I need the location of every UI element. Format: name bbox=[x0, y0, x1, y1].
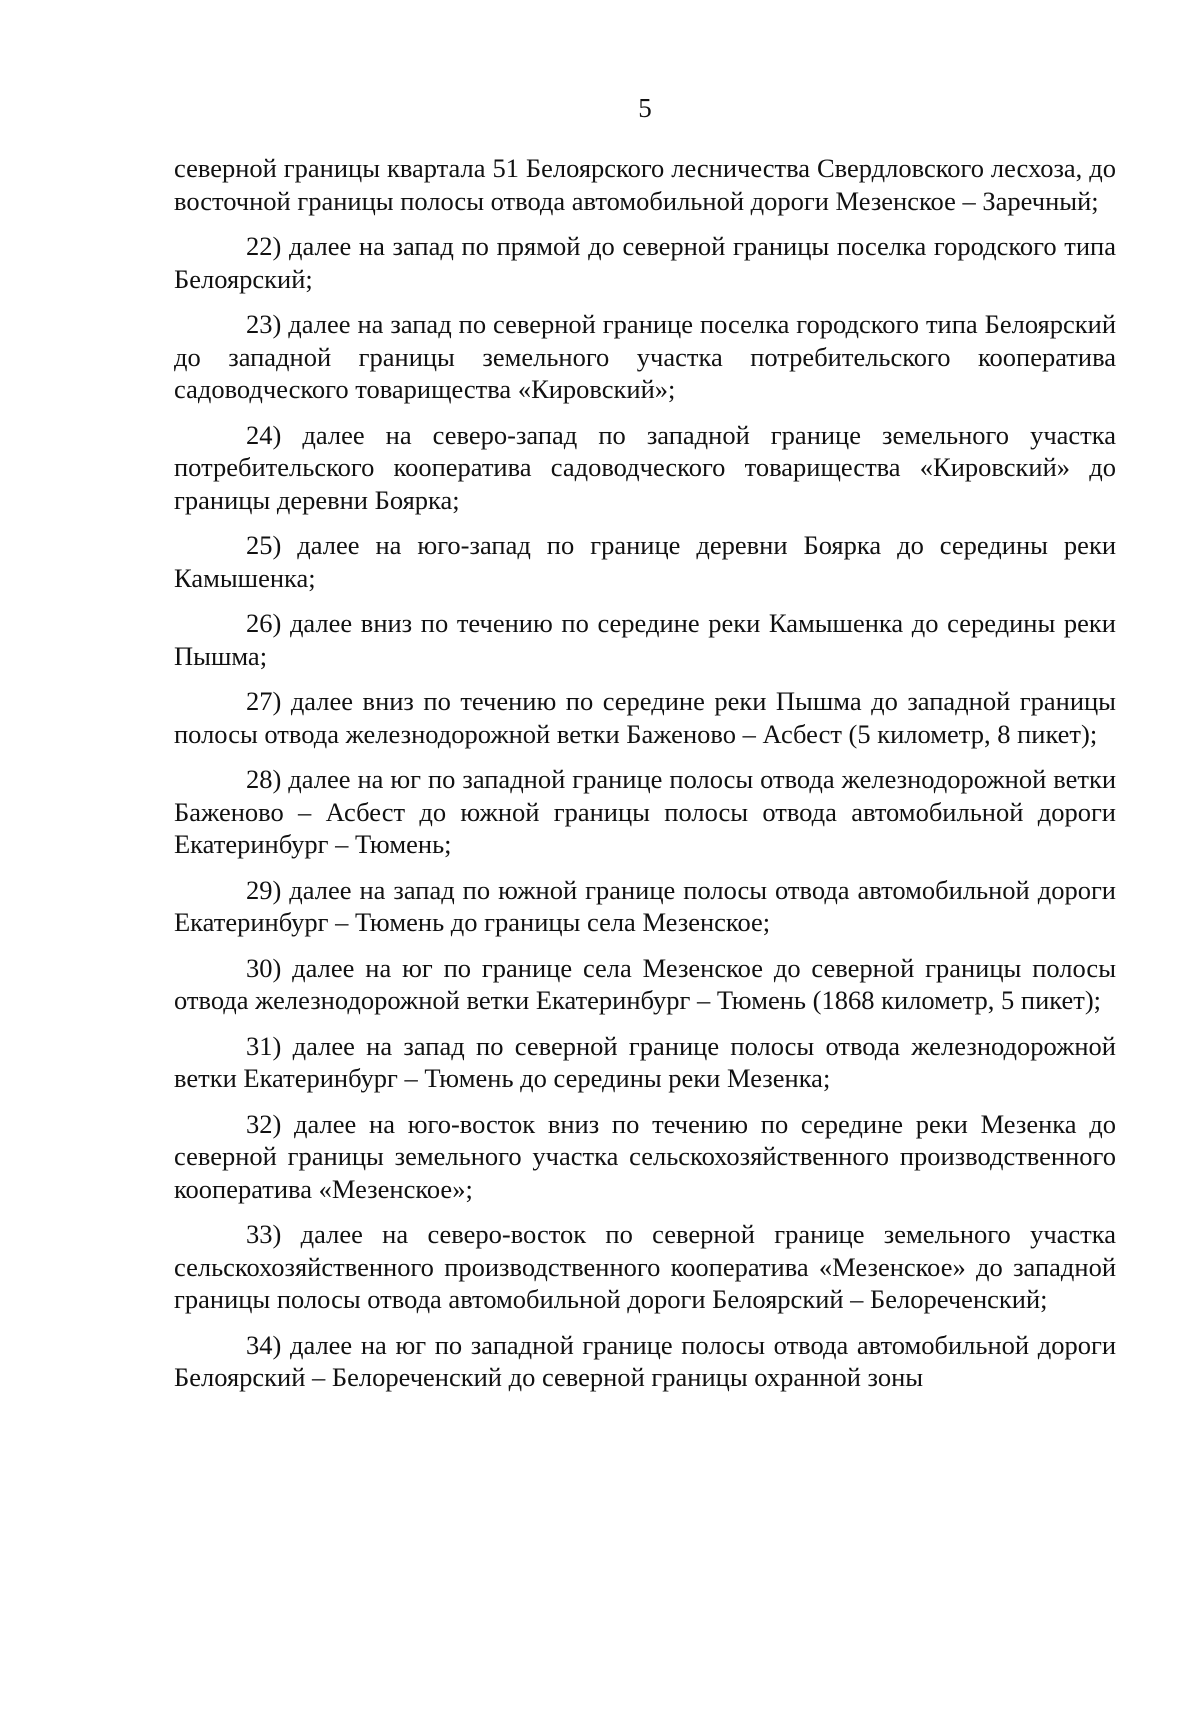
paragraph-item-31: 31) далее на запад по северной границе полосы отвода железнодорожной ветки Екатеринбург – Тюмень до середины реки Мезенка; bbox=[174, 1030, 1116, 1093]
paragraph-item-27: 27) далее вниз по течению по середине реки Пышма до западной границы полосы отвода железнодорожной ветки Баженово – Асбест (5 километр, 8 пикет); bbox=[174, 686, 1116, 749]
page-number: 5 bbox=[638, 93, 652, 123]
paragraph-item-33: 33) далее на северо-восток по северной границе земельного участка сельскохозяйственного производственного кооператива «Мезенское» до западной границы полосы отвода автомобильной дороги Белоярский – Белореченский; bbox=[174, 1219, 1116, 1314]
paragraph-item-25: 25) далее на юго-запад по границе деревни Боярка до середины реки Камышенка; bbox=[174, 530, 1116, 593]
paragraph-item-30: 30) далее на юг по границе села Мезенское до северной границы полосы отвода железнодорожной ветки Екатеринбург – Тюмень (1868 километр, 5 пикет); bbox=[174, 952, 1116, 1015]
paragraph-item-24: 24) далее на северо-запад по западной границе земельного участка потребительского кооператива садоводческого товарищества «Кировский» до границы деревни Боярка; bbox=[174, 419, 1116, 515]
paragraph-item-23: 23) далее на запад по северной границе поселка городского типа Белоярский до западной границы земельного участка потребительского кооператива садоводческого товарищества «Кировский»; bbox=[174, 309, 1116, 404]
paragraph-item-29: 29) далее на запад по южной границе полосы отвода автомобильной дороги Екатеринбург – Тюмень до границы села Мезенское; bbox=[174, 874, 1116, 937]
paragraph-item-26: 26) далее вниз по течению по середине реки Камышенка до середины реки Пышма; bbox=[174, 608, 1116, 671]
paragraph-item-28: 28) далее на юг по западной границе полосы отвода железнодорожной ветки Баженово – Асбест до южной границы полосы отвода автомобильной дороги Екатеринбург – Тюмень; bbox=[174, 764, 1116, 859]
paragraph-item-34: 34) далее на юг по западной границе полосы отвода автомобильной дороги Белоярский – Белореченский до северной границы охранной зоны bbox=[174, 1329, 1116, 1392]
document-body bbox=[174, 152, 1116, 1394]
paragraph-item-32: 32) далее на юго-восток вниз по течению по середине реки Мезенка до северной границы земельного участка сельскохозяйственного производственного кооператива «Мезенское»; bbox=[174, 1108, 1116, 1204]
paragraph-item-22: 22) далее на запад по прямой до северной границы поселка городского типа Белоярский; bbox=[174, 231, 1116, 294]
paragraph-continuation: северной границы квартала 51 Белоярского лесничества Свердловского лесхоза, до восточной границы полосы отвода автомобильной дороги Мезенское – Заречный; bbox=[174, 153, 1116, 216]
